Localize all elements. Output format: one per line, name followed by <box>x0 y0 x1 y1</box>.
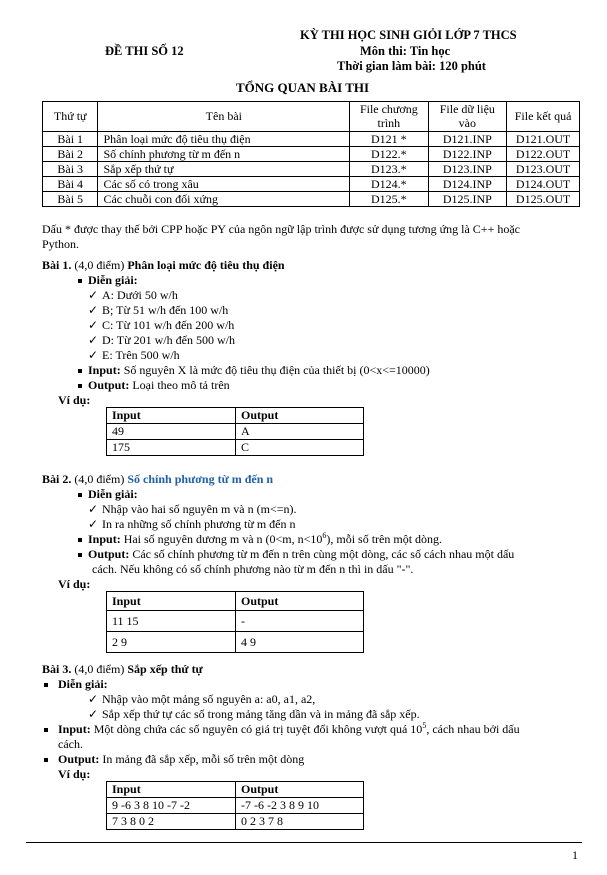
cell: 11 15 <box>107 611 236 632</box>
cell: - <box>236 611 364 632</box>
col-header: Output <box>236 782 364 798</box>
cell: D124.INP <box>428 177 507 192</box>
list-item: ✓ In ra những số chính phương từ m đến n <box>88 517 296 531</box>
bai3-dien-giai: Diễn giải: <box>44 677 108 692</box>
bai3-vidu: Ví dụ: <box>58 767 91 781</box>
cell: 175 <box>107 440 236 456</box>
col-header: Input <box>107 408 236 424</box>
bai3-example-table <box>106 781 364 830</box>
bullet-icon <box>78 538 82 542</box>
bai2-label: Bài 2. <box>42 472 72 486</box>
cell: Các số có trong xâu <box>98 177 350 192</box>
list-item: ✓ C: Từ 101 w/h đến 200 w/h <box>88 318 235 332</box>
bai1-points: (4,0 điểm) <box>74 258 125 272</box>
check-icon: ✓ <box>88 517 99 531</box>
bullet-icon <box>78 384 82 388</box>
cell: D123.OUT <box>507 162 580 177</box>
bai2-output: Output: Các số chính phương từ m đến n trên cùng một dòng, các số cách nhau một dấu <box>78 547 514 562</box>
bai2-points: (4,0 điểm) <box>74 472 125 486</box>
subject: Môn thi: Tin học <box>360 44 451 58</box>
check-icon: ✓ <box>88 333 99 347</box>
check-icon: ✓ <box>88 692 99 706</box>
cell: A <box>236 424 364 440</box>
table-row <box>107 424 364 440</box>
check-icon: ✓ <box>88 318 99 332</box>
exam-title: KỲ THI HỌC SINH GIỎI LỚP 7 THCS <box>300 28 517 42</box>
overview-note-line2: Python. <box>42 237 80 251</box>
bai3-input: Input: Một dòng chứa các số nguyên có giá trị tuyệt đối không vượt quá $10^5$, cách nhau bởi dấu <box>44 722 520 737</box>
cell: 2 9 <box>107 632 236 653</box>
check-icon: ✓ <box>88 303 99 317</box>
bai2-input: Input: Hai số nguyên dương m và n (0<m, $n<10^6$), mỗi số trên một dòng. <box>78 532 442 547</box>
bai1-output: Output: Loại theo mô tả trên <box>78 378 230 393</box>
bullet-icon <box>78 369 82 373</box>
table-row <box>43 132 580 147</box>
list-item: ✓ B; Từ 51 w/h đến 100 w/h <box>88 303 229 317</box>
cell: D124.* <box>350 177 428 192</box>
bai2-vidu: Ví dụ: <box>58 577 91 591</box>
bai1-dien-giai: Diễn giải: <box>78 273 138 288</box>
bai1-input: Input: Số nguyên X là mức độ tiêu thụ điện của thiết bị (0<x<=10000) <box>78 363 430 378</box>
table-row <box>43 192 580 207</box>
bai3-heading <box>42 662 203 677</box>
cell: D125.* <box>350 192 428 207</box>
cell: -7 -6 -2 3 8 9 10 <box>236 798 364 814</box>
list-item: ✓ Nhập vào hai số nguyên m và n (m<=n). <box>88 502 297 516</box>
table-row <box>43 147 580 162</box>
cell: D121 * <box>350 132 428 147</box>
bai1-vidu: Ví dụ: <box>58 393 91 407</box>
table-row <box>107 632 364 653</box>
cell: D121.INP <box>428 132 507 147</box>
cell: D125.INP <box>428 192 507 207</box>
bullet-icon <box>44 728 48 732</box>
overview-table <box>42 101 580 207</box>
cell: D123.* <box>350 162 428 177</box>
bai2-example-table <box>106 591 364 653</box>
col-header: Input <box>107 782 236 798</box>
bullet-icon <box>78 553 82 557</box>
cell: Bài 1 <box>43 132 98 147</box>
col-header: File kết quả <box>507 102 580 132</box>
overview-header-row <box>43 102 580 132</box>
page-number: 1 <box>572 848 578 862</box>
cell: D122.* <box>350 147 428 162</box>
example-header-row <box>107 408 364 424</box>
cell: D124.OUT <box>507 177 580 192</box>
bai1-title: Phân loại mức độ tiêu thụ điện <box>127 258 285 272</box>
bai3-title: Sắp xếp thứ tự <box>127 662 203 676</box>
check-icon: ✓ <box>88 348 99 362</box>
table-row <box>107 798 364 814</box>
table-row <box>107 611 364 632</box>
cell: Bài 2 <box>43 147 98 162</box>
cell: Phân loại mức độ tiêu thụ điện <box>98 132 350 147</box>
example-header-row <box>107 592 364 611</box>
cell: Bài 4 <box>43 177 98 192</box>
cell: D122.OUT <box>507 147 580 162</box>
cell: Bài 5 <box>43 192 98 207</box>
bai3-label: Bài 3. <box>42 662 72 676</box>
cell: C <box>236 440 364 456</box>
cell: 0 2 3 7 8 <box>236 814 364 830</box>
bai3-points: (4,0 điểm) <box>74 662 125 676</box>
cell: 4 9 <box>236 632 364 653</box>
list-item: ✓ Nhập vào một mảng số nguyên a: a0, a1, a2, <box>88 692 316 706</box>
cell: Số chính phương từ m đến n <box>98 147 350 162</box>
bullet-icon <box>44 758 48 762</box>
cell: Sắp xếp thứ tự <box>98 162 350 177</box>
check-icon: ✓ <box>88 707 99 721</box>
list-item: ✓ Sắp xếp thứ tự các số trong mảng tăng dần và in mảng đã sắp xếp. <box>88 707 420 721</box>
cell: 9 -6 3 8 10 -7 -2 <box>107 798 236 814</box>
bai3-output: Output: In mảng đã sắp xếp, mỗi số trên một dòng <box>44 752 304 767</box>
col-header: Input <box>107 592 236 611</box>
bullet-icon <box>44 683 48 687</box>
bai2-output-line2: cách. Nếu không có số chính phương nào từ m đến n thì in dấu "-". <box>92 562 414 576</box>
overview-title: TỔNG QUAN BÀI THI <box>236 80 370 95</box>
overview-note-line1: Dấu * được thay thế bởi CPP hoặc PY của ngôn ngữ lập trình được sử dụng tương ứng là C++ hoặc <box>42 222 520 236</box>
list-item: ✓ A: Dưới 50 w/h <box>88 288 178 302</box>
col-header: File dữ liệu vào <box>428 102 507 132</box>
bai2-title: Số chính phương từ m đến n <box>127 472 274 486</box>
table-row <box>107 440 364 456</box>
cell: Bài 3 <box>43 162 98 177</box>
exam-time: Thời gian làm bài: 120 phút <box>337 59 486 73</box>
cell: D125.OUT <box>507 192 580 207</box>
list-item: ✓ E: Trên 500 w/h <box>88 348 180 362</box>
col-header: File chương trình <box>350 102 428 132</box>
bullet-icon <box>78 279 82 283</box>
col-header: Tên bài <box>98 102 350 132</box>
bai2-dien-giai: Diễn giải: <box>78 487 138 502</box>
footer-divider <box>26 842 582 843</box>
check-icon: ✓ <box>88 288 99 302</box>
cell: D121.OUT <box>507 132 580 147</box>
list-item: ✓ D: Từ 201 w/h đến 500 w/h <box>88 333 235 347</box>
de-so: ĐỀ THI SỐ 12 <box>105 44 184 58</box>
check-icon: ✓ <box>88 502 99 516</box>
cell: 49 <box>107 424 236 440</box>
bai2-heading <box>42 472 273 487</box>
bai3-input-line2: cách. <box>58 737 83 751</box>
bullet-icon <box>78 493 82 497</box>
bai1-example-table <box>106 407 364 456</box>
cell: D123.INP <box>428 162 507 177</box>
table-row <box>107 814 364 830</box>
col-header: Output <box>236 592 364 611</box>
table-row <box>43 177 580 192</box>
col-header: Thứ tự <box>43 102 98 132</box>
cell: D122.INP <box>428 147 507 162</box>
bai1-heading <box>42 258 285 273</box>
example-header-row <box>107 782 364 798</box>
cell: 7 3 8 0 2 <box>107 814 236 830</box>
col-header: Output <box>236 408 364 424</box>
bai1-label: Bài 1. <box>42 258 72 272</box>
table-row <box>43 162 580 177</box>
cell: Các chuỗi con đối xứng <box>98 192 350 207</box>
